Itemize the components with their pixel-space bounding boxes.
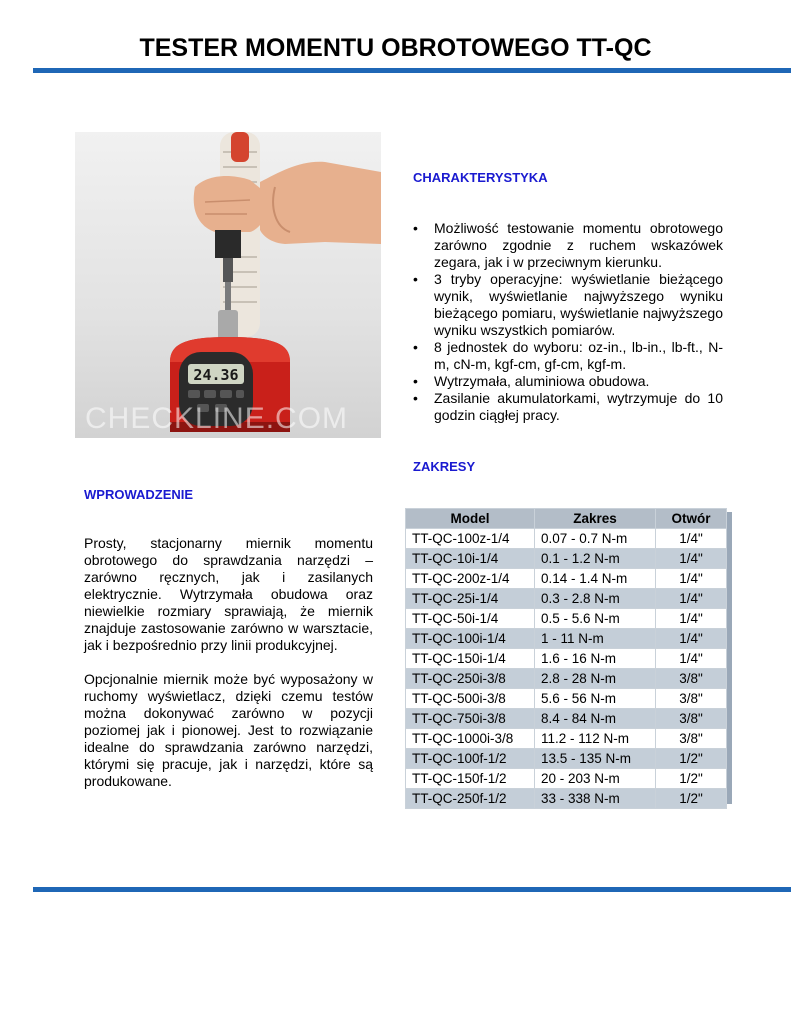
cell-range: 11.2 - 112 N-m [535,729,656,749]
table-row [406,589,727,609]
cell-range: 0.07 - 0.7 N-m [535,529,656,549]
cell-bore: 1/4" [656,529,727,549]
product-photo [75,132,381,438]
cell-bore: 3/8" [656,689,727,709]
table-row [406,529,727,549]
cell-model: TT-QC-50i-1/4 [406,609,535,629]
cell-range: 0.14 - 1.4 N-m [535,569,656,589]
svg-text:24.36: 24.36 [193,366,239,384]
cell-bore: 1/4" [656,629,727,649]
cell-bore: 1/4" [656,589,727,609]
table-header-row [406,509,727,529]
column-header-range: Zakres [535,509,656,529]
cell-range: 33 - 338 N-m [535,789,656,809]
cell-bore: 1/4" [656,569,727,589]
list-item: • Możliwość testowanie momentu obrotowego zarówno zgodnie z ruchem wskazówek zegara, jak i w przeciwnym kierunku. [413,220,723,271]
table-row [406,769,727,789]
table-row [406,629,727,649]
cell-range: 2.8 - 28 N-m [535,669,656,689]
table-row [406,789,727,809]
list-item: • Wytrzymała, aluminiowa obudowa. [413,373,723,390]
column-header-model: Model [406,509,535,529]
cell-bore: 1/4" [656,609,727,629]
cell-range: 0.1 - 1.2 N-m [535,549,656,569]
list-item: • 8 jednostek do wyboru: oz-in., lb-in., lb-ft., N-m, cN-m, kgf-cm, gf-cm, kgf-m. [413,339,723,373]
cell-model: TT-QC-750i-3/8 [406,709,535,729]
table-row [406,749,727,769]
table-row [406,569,727,589]
cell-bore: 3/8" [656,669,727,689]
torque-tester-illustration [75,132,381,438]
intro-paragraph: Opcjonalnie miernik może być wyposażony w ruchomy wyświetlacz, dzięki czemu testów można dokonywać zarówno w pozycji poziomej jak i pionowej. Jest to rozwiązanie idealne do sprawdzania zarówno narzędzi, którymi się pracuje, jak i narzędzi, które są produkowane. [84,671,373,789]
cell-bore: 1/4" [656,649,727,669]
list-item: • Zasilanie akumulatorkami, wytrzymuje do 10 godzin ciągłej pracy. [413,390,723,424]
top-divider [33,68,791,73]
ranges-table [405,508,727,809]
cell-bore: 1/4" [656,549,727,569]
cell-model: TT-QC-250i-3/8 [406,669,535,689]
intro-text [84,535,373,807]
table-row [406,709,727,729]
page-title: TESTER MOMENTU OBROTOWEGO TT-QC [139,34,652,62]
intro-paragraph: Prosty, stacjonarny miernik momentu obrotowego do sprawdzania narzędzi – zarówno ręcznych, jak i zasilanych elektrycznie. Wytrzymała obudowa oraz niewielkie rozmiary sprawiają, że miernik znajduje zastosowanie zarówno w warsztacie, jak i bezpośrednio przy linii produkcyjnej. [84,535,373,653]
ranges-heading: ZAKRESY [413,459,476,474]
cell-model: TT-QC-100i-1/4 [406,629,535,649]
table-row [406,689,727,709]
cell-bore: 1/2" [656,769,727,789]
cell-model: TT-QC-25i-1/4 [406,589,535,609]
cell-range: 1.6 - 16 N-m [535,649,656,669]
table-row [406,609,727,629]
cell-model: TT-QC-100z-1/4 [406,529,535,549]
bottom-divider [33,887,791,892]
characteristics-heading: CHARAKTERYSTYKA [413,170,548,185]
column-header-bore: Otwór [656,509,727,529]
cell-range: 5.6 - 56 N-m [535,689,656,709]
table-row [406,669,727,689]
intro-heading: WPROWADZENIE [84,487,194,502]
cell-model: TT-QC-200z-1/4 [406,569,535,589]
cell-model: TT-QC-150i-1/4 [406,649,535,669]
cell-range: 20 - 203 N-m [535,769,656,789]
cell-bore: 1/2" [656,749,727,769]
cell-range: 13.5 - 135 N-m [535,749,656,769]
cell-model: TT-QC-100f-1/2 [406,749,535,769]
cell-bore: 3/8" [656,709,727,729]
cell-model: TT-QC-250f-1/2 [406,789,535,809]
cell-model: TT-QC-150f-1/2 [406,769,535,789]
cell-range: 8.4 - 84 N-m [535,709,656,729]
cell-range: 1 - 11 N-m [535,629,656,649]
characteristics-list [413,220,723,424]
photo-watermark: CHECKLINE.COM [85,402,349,435]
cell-model: TT-QC-1000i-3/8 [406,729,535,749]
table-row [406,649,727,669]
cell-bore: 3/8" [656,729,727,749]
cell-model: TT-QC-10i-1/4 [406,549,535,569]
cell-bore: 1/2" [656,789,727,809]
cell-model: TT-QC-500i-3/8 [406,689,535,709]
cell-range: 0.3 - 2.8 N-m [535,589,656,609]
table-row [406,549,727,569]
list-item: • 3 tryby operacyjne: wyświetlanie bieżącego wynik, wyświetlanie najwyższego wyniku bieżącego pomiaru, wyświetlanie najwyższego wyniku wszystkich pomiarów. [413,271,723,339]
table-row [406,729,727,749]
cell-range: 0.5 - 5.6 N-m [535,609,656,629]
